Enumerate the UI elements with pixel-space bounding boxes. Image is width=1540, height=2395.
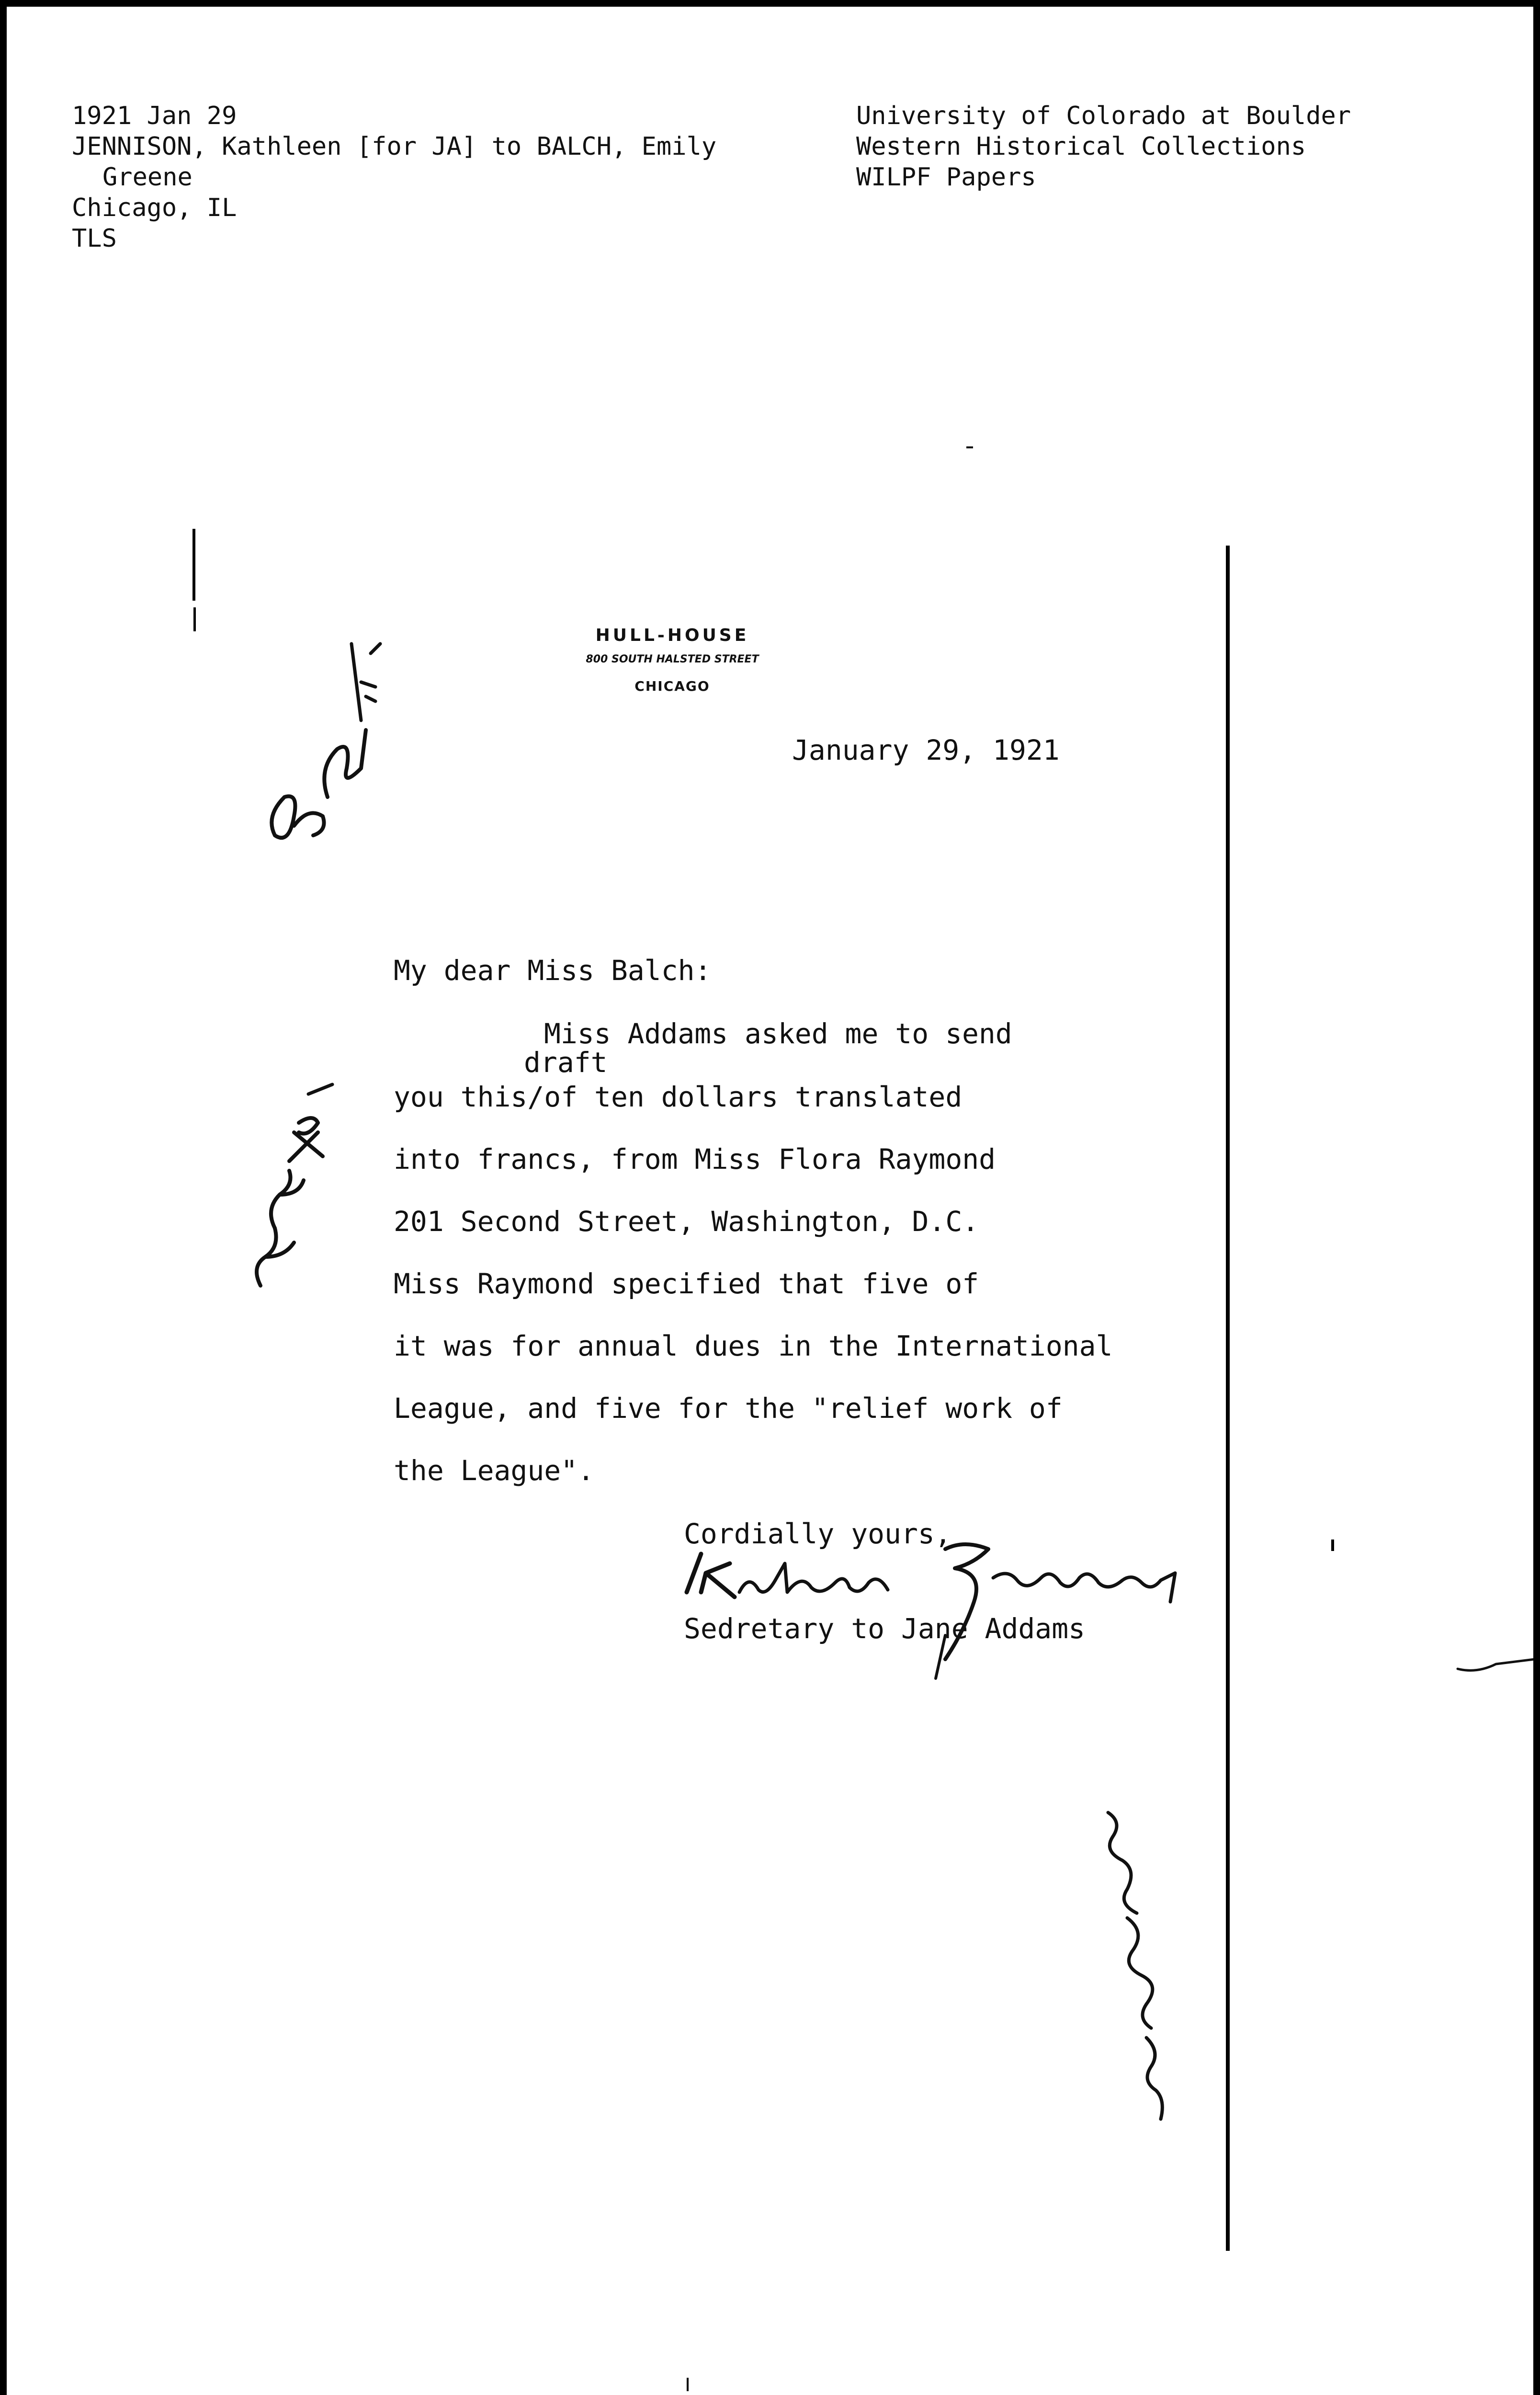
repository-line-1: University of Colorado at Boulder xyxy=(856,102,1351,130)
letter-line: Miss Addams asked me to send xyxy=(544,1017,1012,1050)
letter-interlinear-insert: draft xyxy=(524,1046,608,1079)
catalog-date: 1921 Jan 29 xyxy=(72,102,237,130)
margin-handwriting xyxy=(237,1084,356,1300)
catalog-doc-type: TLS xyxy=(72,224,117,253)
stray-mark xyxy=(687,2378,689,2391)
letter-date: January 29, 1921 xyxy=(792,734,1060,766)
letter-signer-title: Sedretary to Jane Addams xyxy=(684,1612,1086,1645)
stray-mark xyxy=(966,446,973,448)
repository-line-2: Western Historical Collections xyxy=(856,132,1306,161)
margin-bar-mark xyxy=(192,529,195,601)
margin-handwriting xyxy=(256,625,399,864)
letter-line: League, and five for the "relief work of xyxy=(394,1392,1063,1425)
letter-line: 201 Second Street, Washington, D.C. xyxy=(394,1205,979,1238)
letter-line: the League". xyxy=(394,1454,595,1487)
letterhead-name: HULL-HOUSE xyxy=(595,626,749,645)
letter-line: Miss Raymond specified that five of xyxy=(394,1267,979,1300)
letter-line: you this/of ten dollars translated xyxy=(394,1081,962,1113)
letterhead-city: CHICAGO xyxy=(634,678,710,694)
margin-bar-mark xyxy=(193,607,196,631)
repository-line-3: WILPF Papers xyxy=(856,163,1036,192)
catalog-place: Chicago, IL xyxy=(72,194,237,222)
letter-line: it was for annual dues in the International xyxy=(394,1330,1113,1362)
margin-handwriting xyxy=(1094,1808,1189,2133)
letter-closing: Cordially yours, xyxy=(684,1517,951,1550)
stray-mark xyxy=(1331,1540,1334,1551)
catalog-names: JENNISON, Kathleen [for JA] to BALCH, Emily xyxy=(72,132,717,161)
margin-tick-mark xyxy=(1458,1654,1533,1683)
document-page xyxy=(7,7,1533,2395)
letter-salutation: My dear Miss Balch: xyxy=(394,954,712,987)
handwritten-signature xyxy=(677,1535,1218,1688)
vertical-rule xyxy=(1226,546,1230,2251)
letter-line: into francs, from Miss Flora Raymond xyxy=(394,1143,996,1175)
catalog-names-continued: Greene xyxy=(102,163,192,192)
letterhead-address: 800 SOUTH HALSTED STREET xyxy=(586,653,759,665)
